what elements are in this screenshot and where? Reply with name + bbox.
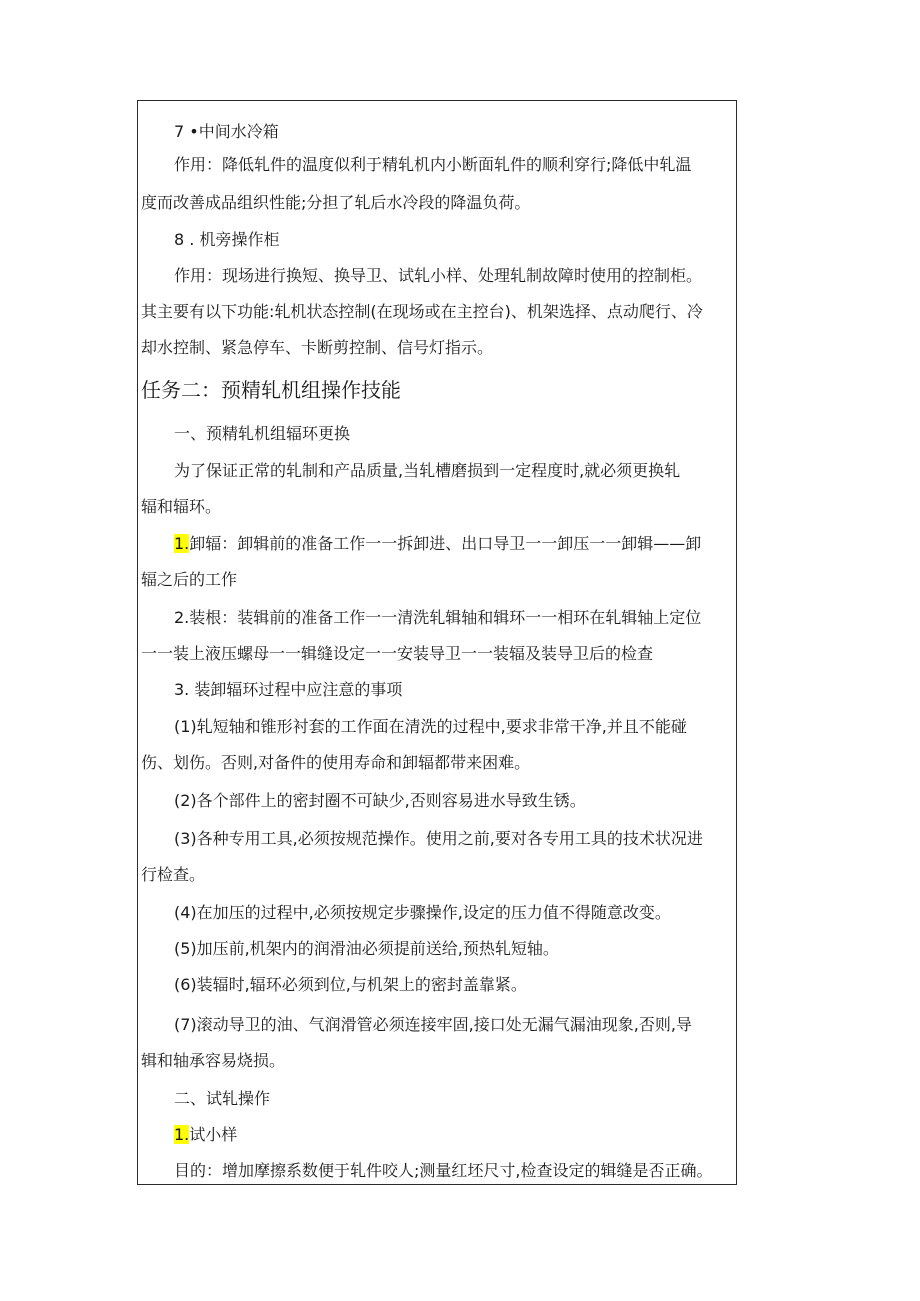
part-1-title: 一、预精轧机组辐环更换 bbox=[174, 424, 351, 443]
note-3-line-2: 行检查。 bbox=[141, 865, 206, 884]
note-4: (4)在加压的过程中,必须按规定步骤操作,设定的压力值不得随意改变。 bbox=[174, 903, 671, 922]
section-7-para-line-1: 作用：降低轧件的温度似利于精轧机内小断面轧件的顺利穿行;降低中轧温 bbox=[174, 155, 692, 174]
item-1-line-1 bbox=[174, 533, 701, 555]
part-1-para-line-2: 辐和辐环。 bbox=[141, 497, 222, 516]
task-heading: 任务二：预精轧机组操作技能 bbox=[141, 378, 401, 402]
section-8-title: 8 . 机旁操作柜 bbox=[174, 230, 280, 249]
note-7-line-2: 辑和轴承容易烧损。 bbox=[141, 1051, 286, 1070]
note-1-line-2: 伤、划伤。否则,对备件的使用寿命和卸辐都带来困难。 bbox=[141, 753, 531, 772]
section-8-para-line-2: 其主要有以下功能:轧机状态控制(在现场或在主控台)、机架选择、点动爬行、冷 bbox=[141, 302, 703, 321]
note-2: (2)各个部件上的密封圈不可缺少,否则容易进水导致生锈。 bbox=[174, 791, 586, 810]
item-1-text: 卸辐：卸辑前的准备工作一一拆卸进、出口导卫一一卸压一一卸辑——卸 bbox=[189, 534, 702, 553]
note-3-line-1: (3)各种专用工具,必须按规范操作。使用之前,要对各专用工具的技术状况进 bbox=[174, 829, 703, 848]
trial-item-1-number-highlight: 1. bbox=[174, 1125, 190, 1144]
note-5: (5)加压前,机架内的润滑油必须提前送给,预热轧短轴。 bbox=[174, 939, 559, 958]
document-frame bbox=[137, 100, 737, 1185]
trial-item-1-text: 试小样 bbox=[189, 1125, 238, 1144]
note-6: (6)装辐时,辐环必须到位,与机架上的密封盖靠紧。 bbox=[174, 975, 527, 994]
item-2-line-1: 2.装根：装辑前的准备工作一一清洗轧辑轴和辑环一一相环在轧辑轴上定位 bbox=[174, 608, 702, 627]
part-2-title: 二、试轧操作 bbox=[174, 1089, 271, 1108]
section-8-para-line-3: 却水控制、紧急停车、卡断剪控制、信号灯指示。 bbox=[141, 338, 494, 357]
section-8-para-line-1: 作用：现场进行换短、换导卫、试轧小样、处理轧制故障时使用的控制柜。 bbox=[174, 266, 703, 285]
item-1-number-highlight: 1. bbox=[174, 534, 190, 553]
section-7-para-line-2: 度而改善成品组织性能;分担了轧后水冷段的降温负荷。 bbox=[141, 193, 531, 212]
section-7-title: 7 •中间水冷箱 bbox=[174, 122, 279, 141]
trial-item-1-purpose: 目的：增加摩擦系数便于轧件咬人;测量红坯尺寸,检查设定的辑缝是否正确。 bbox=[174, 1161, 713, 1180]
trial-item-1-title bbox=[174, 1124, 237, 1146]
item-2-line-2: 一一装上液压螺母一一辑缝设定一一安装导卫一一装辐及装导卫后的检查 bbox=[141, 644, 654, 663]
item-1-line-2: 辐之后的工作 bbox=[141, 570, 238, 589]
item-3-title: 3. 装卸辐环过程中应注意的事项 bbox=[174, 680, 403, 699]
note-7-line-1: (7)滚动导卫的油、气润滑管必须连接牢固,接口处无漏气漏油现象,否则,导 bbox=[174, 1015, 692, 1034]
note-1-line-1: (1)轧短轴和锥形衬套的工作面在清洗的过程中,要求非常干净,并且不能碰 bbox=[174, 717, 687, 736]
part-1-para-line-1: 为了保证正常的轧制和产品质量,当轧槽磨损到一定程度时,就必须更换轧 bbox=[174, 461, 681, 480]
